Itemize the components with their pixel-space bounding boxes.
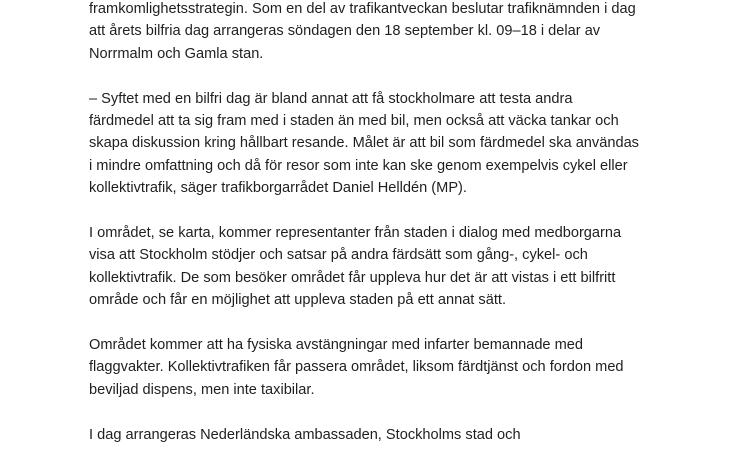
paragraph-quote: – Syftet med en bilfri dag är bland annat att få stockholmare att testa andra färdmedel att ta sig fram med i staden än med bil, men också att väcka tankar och skapa diskussion kring hållbart resande. Målet är att bil som färdmedel ska användas i mindre omfattning och då för resor som inte kan ske genom exempelvis cykel eller kollektivtrafik, säger trafikborgarrådet Daniel Helldén (MP).	[89, 90, 639, 197]
paragraph-strategy: framkomlighetsstrategin. Som en del av trafikantveckan beslutar trafiknämnden i dag att årets bilfria dag arrangeras söndagen den 18 september kl. 09–18 i delar av Norrmalm och Gamla stan.	[89, 1, 636, 62]
paragraph-area: I området, se karta, kommer representanter från staden i dialog med medborgarna visa att Stockholm stödjer och satsar på andra färdsätt som gång-, cykel- och kollektivtrafik. De som besöker området får uppleva hur det är att vistas i ett bilfritt område och får en möjlighet att uppleva staden på ett annat sätt.	[89, 225, 622, 309]
paragraph-partial: I dag arrangeras Nederländska ambassaden, Stockholms stad och	[89, 426, 521, 443]
paragraph-closures: Området kommer att ha fysiska avstängningar med infarter bemannade med flaggvakter. Kollektivtrafiken får passera området, liksom färdtjänst och fordon med beviljad dispens, men inte taxibilar.	[89, 337, 624, 398]
document-body	[89, 0, 729, 468]
